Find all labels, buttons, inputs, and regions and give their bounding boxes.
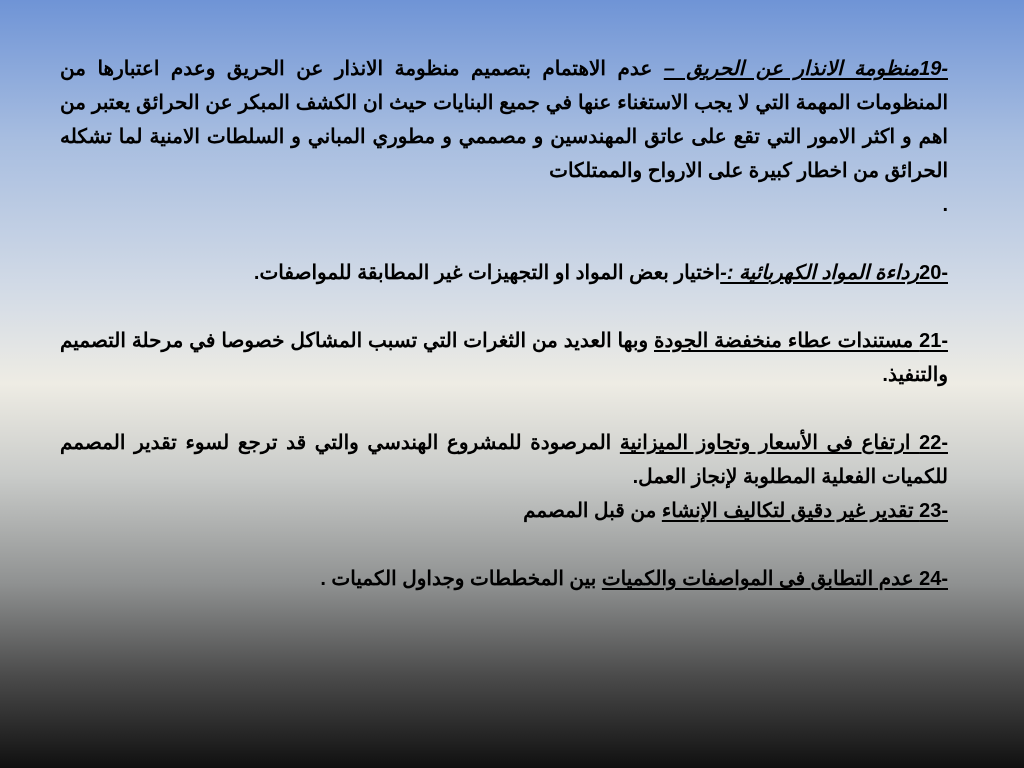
item-23-number: 23- [919,500,948,522]
item-23-title: تقدير غير دقيق لتكاليف الإنشاء [661,500,920,522]
item-20-title: رداءة المواد الكهربائية :- [720,262,920,284]
item-19-body: عدم الاهتمام بتصميم منظومة الانذار عن الحريق وعدم اعتبارها من المنظومات المهمة التي لا يجب الاستغناء عنها في جميع البنايات حيث ان الكشف المبكر عن الحرائق يعتبر من اهم و اكثر الامور التي تقع على عاتق المهندسين و مصممي و مطوري المباني و السلطات الامنية لما تشكله الحرائق من اخطار كبيرة على الارواح والممتلكات [60,58,948,182]
spacer [60,222,948,256]
item-21-number: 21- [919,330,948,352]
slide-content [60,52,948,596]
item-20-body: اختيار بعض المواد او التجهيزات غير المطابقة للمواصفات. [253,262,721,284]
item-23-body: من قبل المصمم [523,500,662,522]
item-22-body: المرصودة للمشروع الهندسي والتي قد ترجع لسوء تقدير المصمم للكميات الفعلية المطلوبة لإنجاز العمل. [60,432,948,488]
item-24 [60,562,948,596]
item-23-heading [662,500,948,522]
spacer [60,528,948,562]
item-19 [60,52,948,222]
item-24-heading [602,568,948,590]
item-24-title: عدم التطابق فى المواصفات والكميات [601,568,920,590]
spacer [60,290,948,324]
item-19-title: منظومة الانذار عن الحريق – [663,58,920,80]
item-20-heading [720,262,948,284]
item-24-body: بين المخططات وجداول الكميات . [320,568,602,590]
item-20-number: 20- [919,262,948,284]
item-21 [60,324,948,392]
item-19-number: 19- [919,58,948,80]
item-22-number: 22- [919,432,948,454]
item-21-title: مستندات عطاء منخفضة الجودة [654,330,920,352]
item-22-title: ارتفاع فى الأسعار وتجاوز الميزانية [619,432,920,454]
item-21-body: وبها العديد من الثغرات التي تسبب المشاكل خصوصا في مرحلة التصميم والتنفيذ. [60,330,948,386]
spacer [60,392,948,426]
item-24-number: 24- [919,568,948,590]
item-22 [60,426,948,494]
item-22-heading [620,432,948,454]
item-20 [60,256,948,290]
item-19-tail: . [942,194,948,216]
item-21-heading [654,330,948,352]
item-19-heading [664,58,948,80]
item-23 [60,494,948,528]
